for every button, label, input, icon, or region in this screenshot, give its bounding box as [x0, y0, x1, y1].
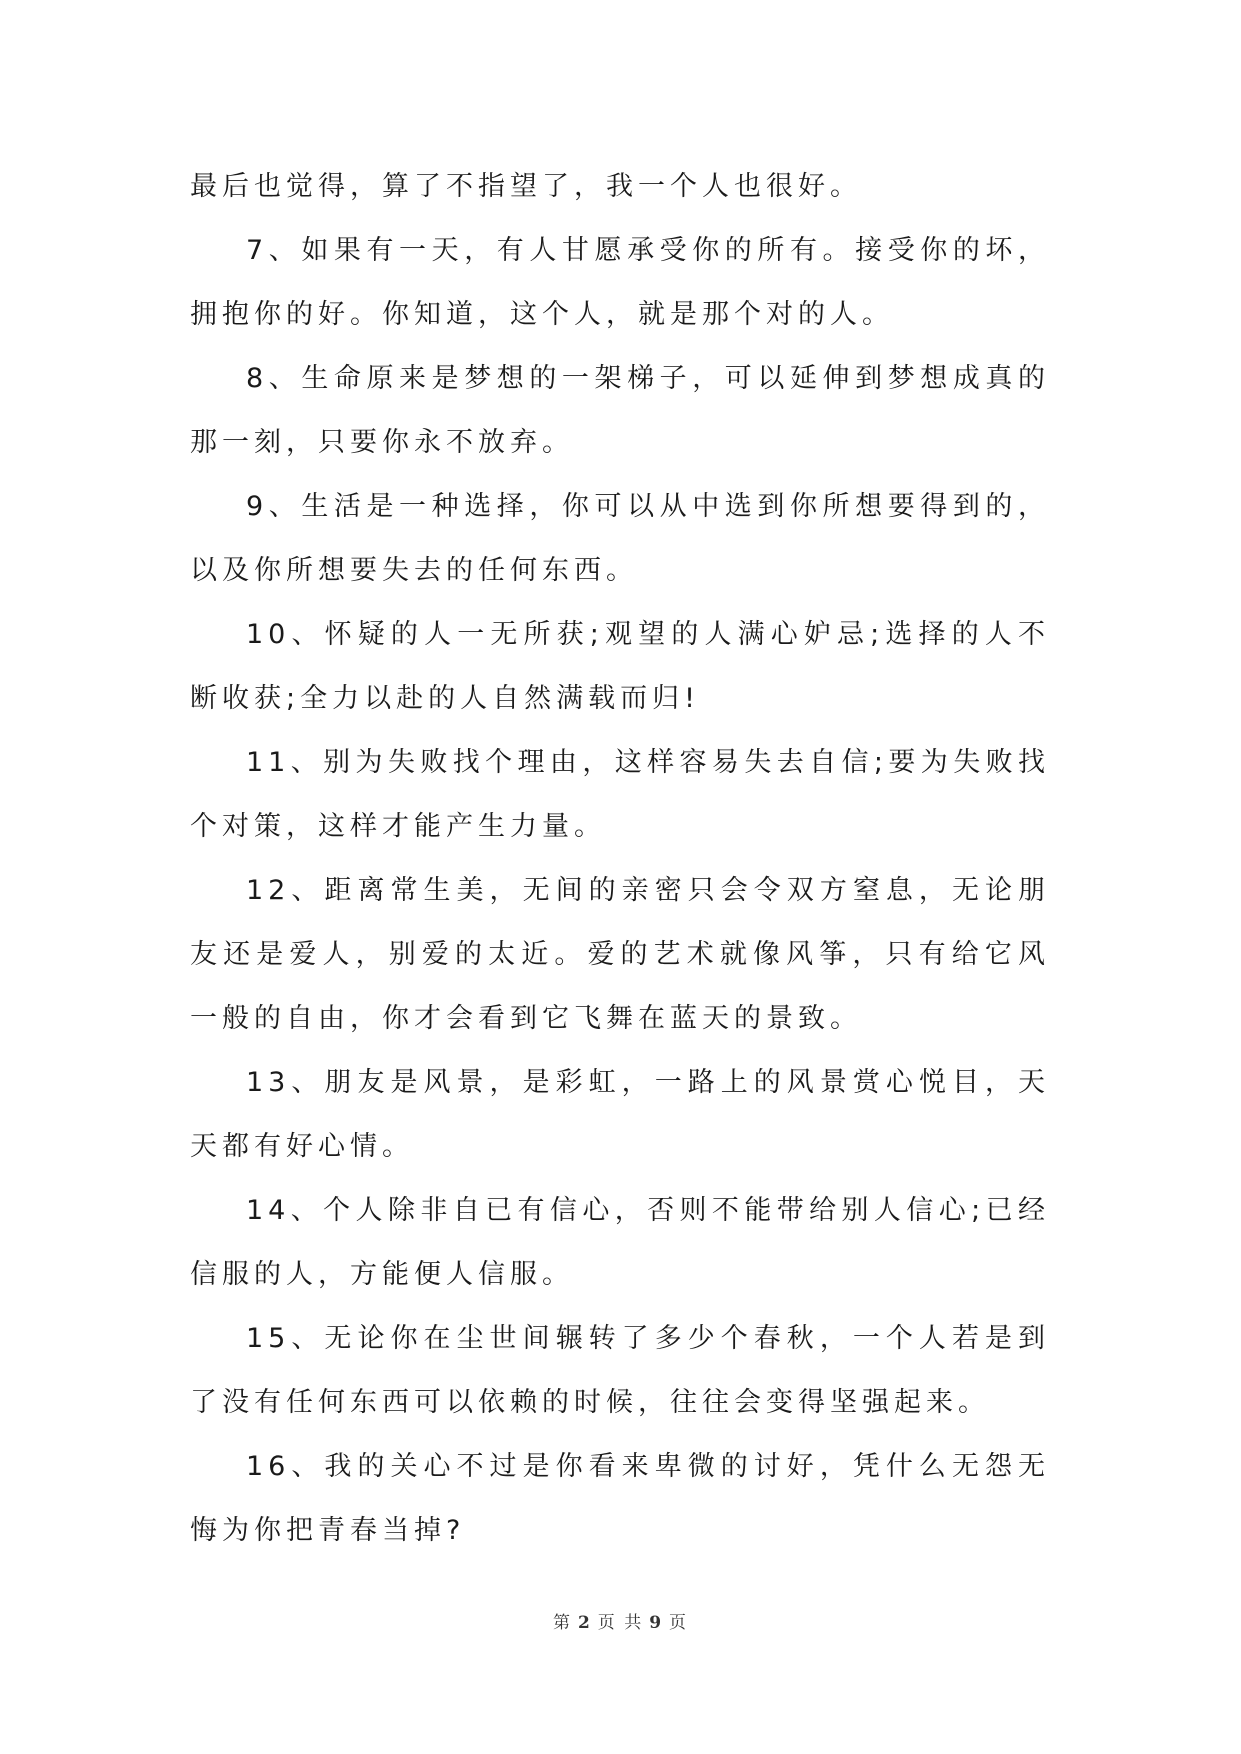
paragraph: 14、个人除非自已有信心，否则不能带给别人信心;已经信服的人，方能便人信服。 — [190, 1195, 1050, 1290]
paragraph: 8、生命原来是梦想的一架梯子，可以延伸到梦想成真的那一刻，只要你永不放弃。 — [190, 363, 1050, 458]
total-page-number: 9 — [649, 1613, 664, 1633]
footer-middle: 页 共 — [597, 1613, 644, 1633]
paragraph: 16、我的关心不过是你看来卑微的讨好，凭什么无怨无悔为你把青春当掉? — [190, 1451, 1050, 1546]
current-page-number: 2 — [577, 1613, 592, 1633]
page-footer — [0, 1608, 1241, 1633]
paragraph: 13、朋友是风景，是彩虹，一路上的风景赏心悦目，天天都有好心情。 — [190, 1067, 1050, 1162]
paragraph: 最后也觉得，算了不指望了，我一个人也很好。 — [190, 171, 862, 202]
paragraph: 15、无论你在尘世间辗转了多少个春秋，一个人若是到了没有任何东西可以依赖的时候，往往会变得坚强起来。 — [190, 1323, 1050, 1418]
paragraph: 9、生活是一种选择，你可以从中选到你所想要得到的，以及你所想要失去的任何东西。 — [190, 491, 1050, 586]
paragraph: 12、距离常生美，无间的亲密只会令双方窒息，无论朋友还是爱人，别爱的太近。爱的艺术就像风筝，只有给它风一般的自由，你才会看到它飞舞在蓝天的景致。 — [190, 875, 1050, 1034]
document-body — [190, 155, 1050, 1563]
paragraph: 11、别为失败找个理由，这样容易失去自信;要为失败找个对策，这样才能产生力量。 — [190, 747, 1050, 842]
footer-prefix: 第 — [552, 1613, 572, 1633]
footer-suffix: 页 — [669, 1613, 689, 1633]
paragraph: 7、如果有一天，有人甘愿承受你的所有。接受你的坏，拥抱你的好。你知道，这个人，就是那个对的人。 — [190, 235, 1050, 330]
paragraph: 10、怀疑的人一无所获;观望的人满心妒忌;选择的人不断收获;全力以赴的人自然满载而归! — [190, 619, 1050, 714]
